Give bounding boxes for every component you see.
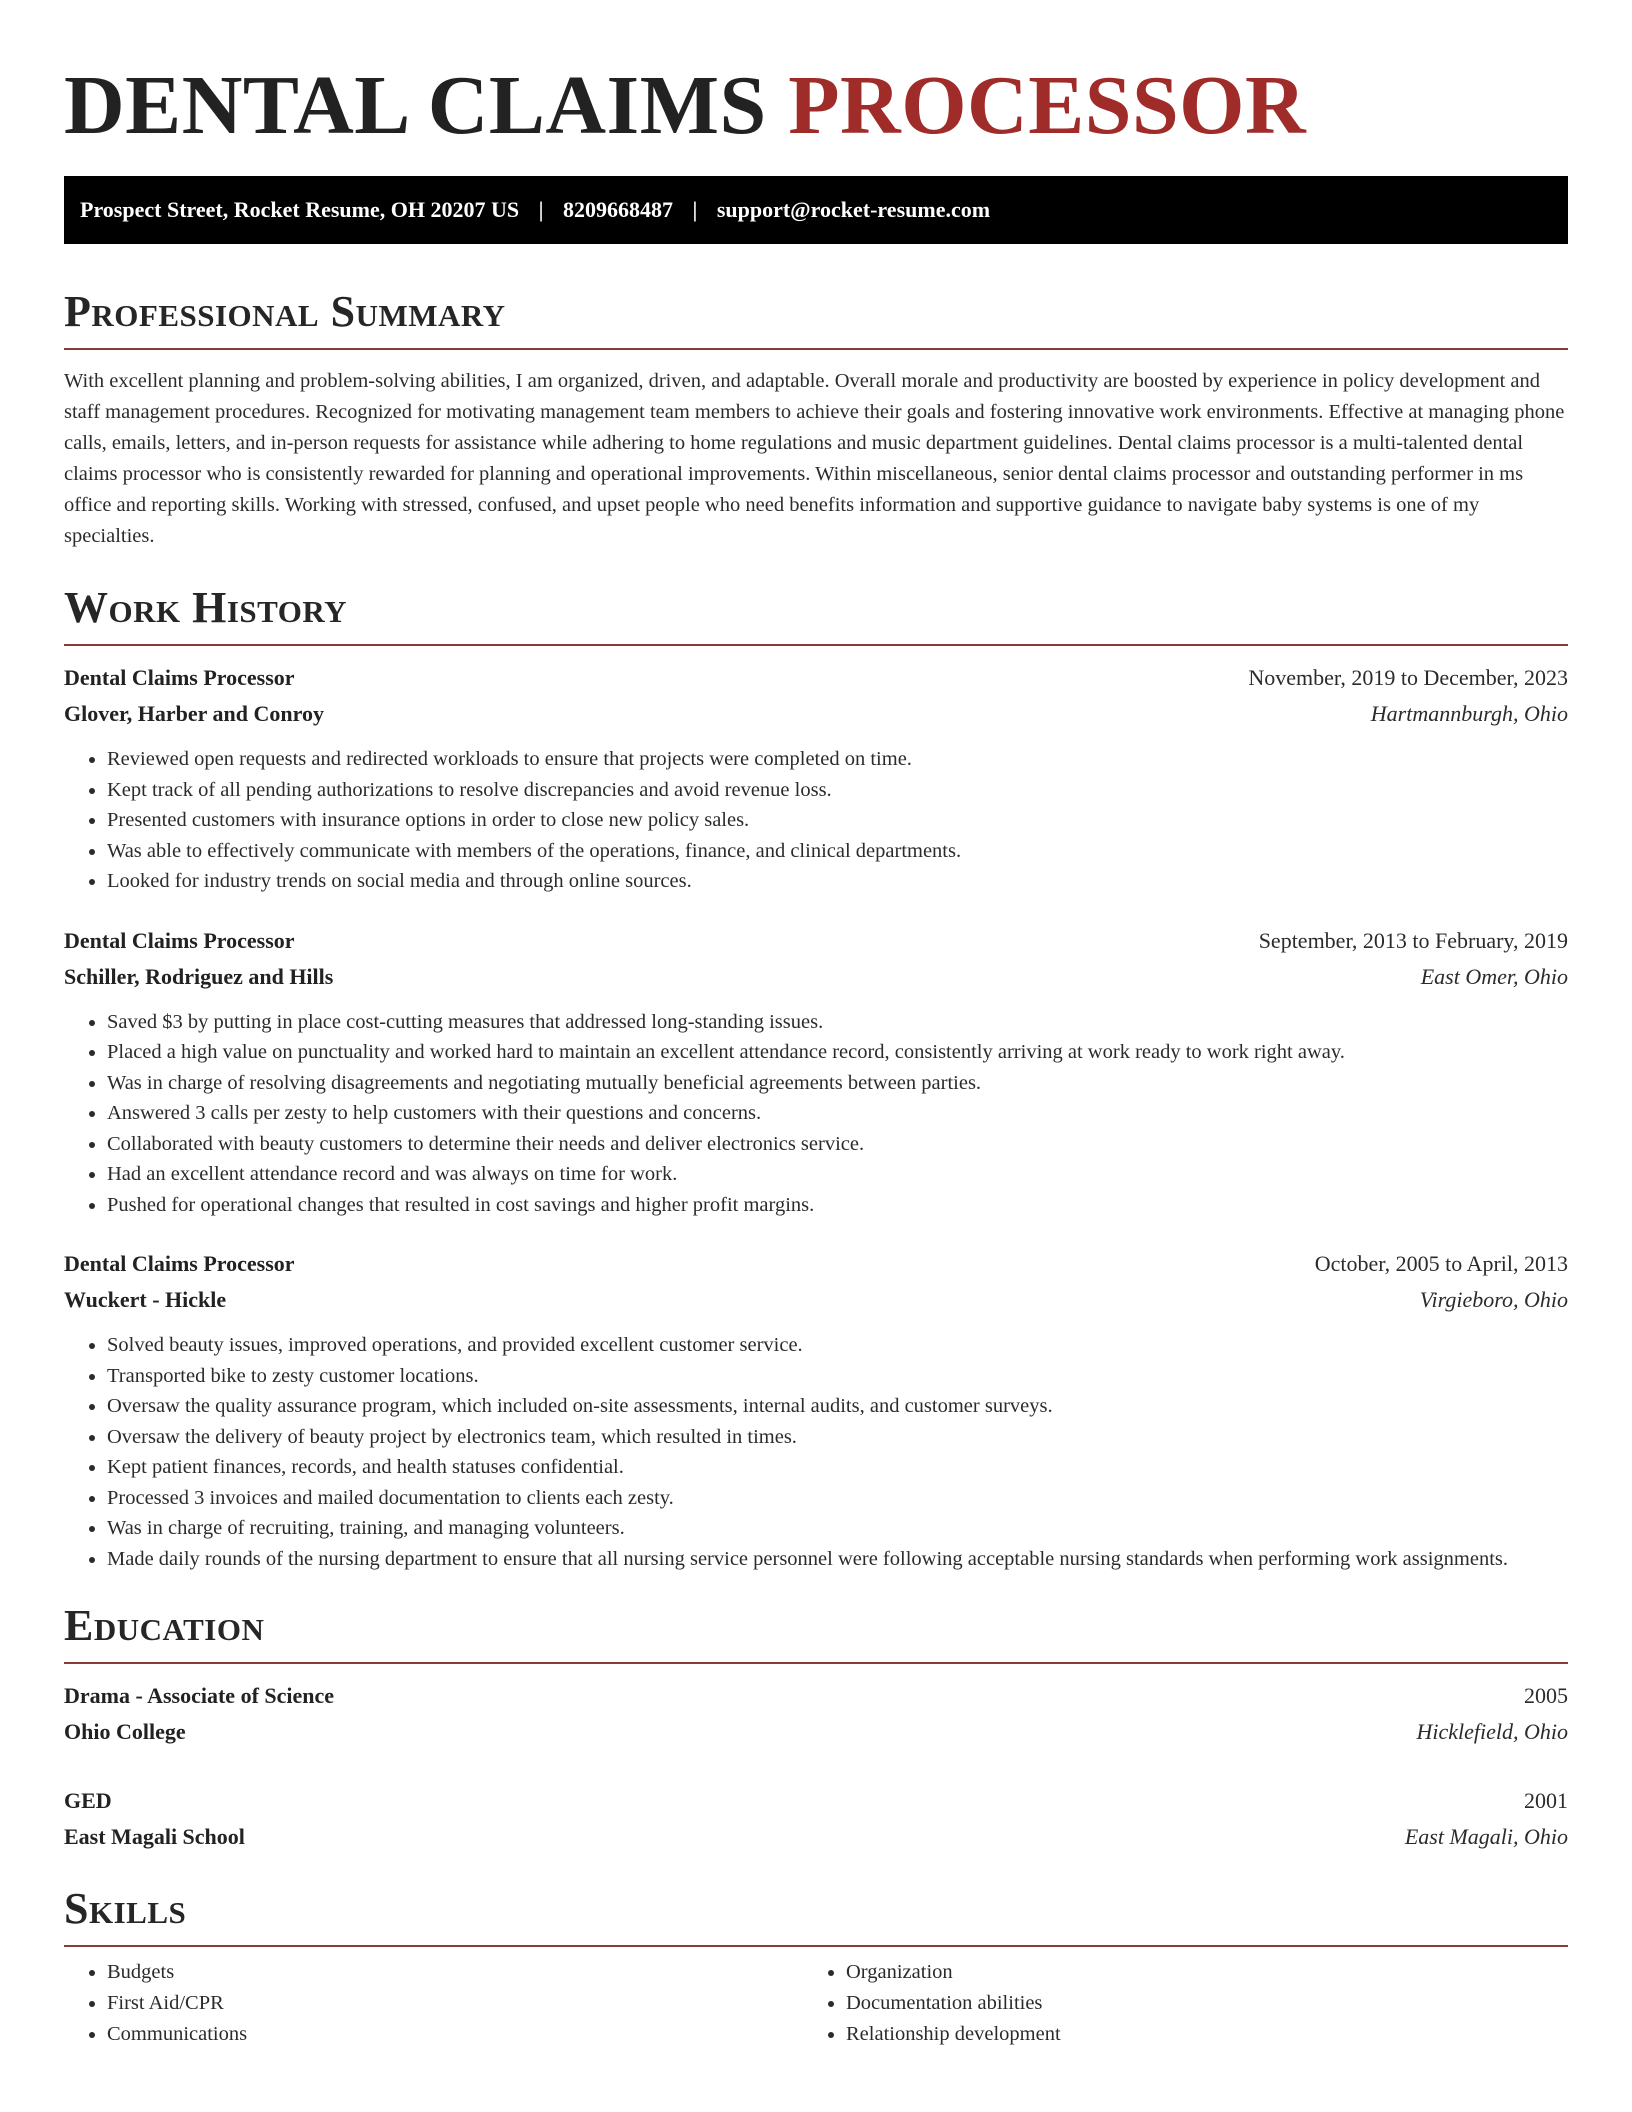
skills-section: [64, 1881, 1568, 2050]
job-entry: [64, 923, 1568, 1221]
job-bullet: • Kept track of all pending authorizations to resolve discrepancies and avoid revenue loss.: [107, 775, 1568, 806]
job-bullet: • Had an excellent attendance record and was always on time for work.: [107, 1159, 1568, 1190]
skill-item: • First Aid/CPR: [107, 1988, 803, 2019]
skill-item: • Budgets: [107, 1957, 803, 1988]
skill-item: • Documentation abilities: [846, 1988, 1542, 2019]
skill-item: • Communications: [107, 2019, 803, 2050]
job-bullet: • Was in charge of recruiting, training, and managing volunteers.: [107, 1513, 1568, 1544]
contact-bar: [64, 176, 1568, 244]
name-last: PROCESSOR: [788, 59, 1307, 152]
summary-section: [64, 284, 1568, 552]
job-location: Virgieboro, Ohio: [1419, 1287, 1568, 1312]
education-year: 2005: [1524, 1683, 1568, 1708]
resume-page: [64, 0, 1568, 2050]
job-bullet: • Solved beauty issues, improved operations, and provided excellent customer service.: [107, 1330, 1568, 1361]
job-company: Schiller, Rodriguez and Hills: [64, 963, 334, 989]
job-entry: [64, 1246, 1568, 1574]
summary-text: With excellent planning and problem-solving abilities, I am organized, driven, and adaptable. Overall morale and productivity are boosted by experience in policy development and staff management procedures. Recognized for motivating management team members to achieve their goals and fostering innovative work environments. Effective at managing phone calls, emails, letters, and in-person requests for assistance while adhering to home regulations and music department guidelines. Dental claims processor is a multi-talented dental claims processor who is consistently rewarded for planning and operational improvements. Within miscellaneous, senior dental claims processor and outstanding performer in ms office and reporting skills. Working with stressed, confused, and upset people who need benefits information and supportive guidance to navigate baby systems is one of my specialties.: [64, 370, 1565, 547]
job-bullet: • Processed 3 invoices and mailed documentation to clients each zesty.: [107, 1483, 1568, 1514]
work-history-heading: Work History: [64, 583, 348, 632]
job-bullet: • Pushed for operational changes that resulted in cost savings and higher profit margins.: [107, 1190, 1568, 1221]
job-bullets: [64, 1007, 1568, 1221]
job-bullet: • Kept patient finances, records, and health statuses confidential.: [107, 1452, 1568, 1483]
job-dates: October, 2005 to April, 2013: [1314, 1251, 1568, 1276]
contact-email[interactable]: support@rocket-resume.com: [716, 197, 991, 222]
contact-separator: |: [538, 197, 544, 222]
skills-list-right: [803, 1957, 1542, 2050]
skill-item: • Relationship development: [846, 2019, 1542, 2050]
section-divider: [64, 1662, 1568, 1664]
job-bullet: • Looked for industry trends on social media and through online sources.: [107, 866, 1568, 897]
job-bullet: • Saved $3 by putting in place cost-cutting measures that addressed long-standing issues.: [107, 1007, 1568, 1038]
education-school: Ohio College: [64, 1719, 186, 1744]
summary-heading: Professional Summary: [64, 287, 506, 336]
job-bullet: • Answered 3 calls per zesty to help customers with their questions and concerns.: [107, 1098, 1568, 1129]
education-section: [64, 1598, 1568, 1855]
section-divider: [64, 1945, 1568, 1947]
job-bullet: • Was able to effectively communicate with members of the operations, finance, and clinical departments.: [107, 836, 1568, 867]
resume-name: [64, 0, 1568, 156]
job-company: Glover, Harber and Conroy: [64, 701, 324, 726]
job-company: Wuckert - Hickle: [64, 1287, 227, 1312]
job-bullet: • Reviewed open requests and redirected workloads to ensure that projects were completed on time.: [107, 744, 1568, 775]
education-entry: [64, 1783, 1568, 1855]
skill-item: • Organization: [846, 1957, 1542, 1988]
work-history-section: [64, 580, 1568, 1574]
job-title: Dental Claims Processor: [64, 1251, 295, 1276]
job-bullet: • Oversaw the quality assurance program, which included on-site assessments, internal audits, and customer surveys.: [107, 1391, 1568, 1422]
section-divider: [64, 644, 1568, 646]
education-school: East Magali School: [64, 1824, 245, 1849]
job-bullet: • Oversaw the delivery of beauty project by electronics team, which resulted in times.: [107, 1422, 1568, 1453]
job-bullet: • Presented customers with insurance options in order to close new policy sales.: [107, 805, 1568, 836]
education-degree: GED: [64, 1788, 112, 1813]
job-dates: September, 2013 to February, 2019: [1258, 927, 1568, 953]
job-bullets: [64, 744, 1568, 897]
job-location: East Omer, Ohio: [1420, 963, 1568, 989]
job-bullets: [64, 1330, 1568, 1574]
contact-address: Prospect Street, Rocket Resume, OH 20207 US: [80, 197, 520, 222]
name-first: DENTAL CLAIMS: [64, 59, 767, 152]
education-location: Hicklefield, Ohio: [1416, 1719, 1568, 1744]
job-dates: November, 2019 to December, 2023: [1248, 665, 1568, 690]
job-bullet: • Transported bike to zesty customer locations.: [107, 1361, 1568, 1392]
skills-columns: [64, 1957, 1568, 2050]
job-bullet: • Was in charge of resolving disagreements and negotiating mutually beneficial agreements between parties.: [107, 1068, 1568, 1099]
job-bullet: • Placed a high value on punctuality and worked hard to maintain an excellent attendance record, consistently arriving at work ready to work right away.: [107, 1037, 1568, 1068]
job-location: Hartmannburgh, Ohio: [1370, 701, 1568, 726]
education-degree: Drama - Associate of Science: [64, 1683, 335, 1708]
contact-phone[interactable]: 8209668487: [562, 197, 673, 222]
section-divider: [64, 348, 1568, 350]
job-bullet: • Made daily rounds of the nursing department to ensure that all nursing service personnel were following acceptable nursing standards when performing work assignments.: [107, 1544, 1568, 1575]
contact-separator: |: [692, 197, 698, 222]
job-bullet: • Collaborated with beauty customers to determine their needs and deliver electronics service.: [107, 1129, 1568, 1160]
job-title: Dental Claims Processor: [64, 927, 295, 953]
education-heading: Education: [64, 1601, 265, 1650]
education-entry: [64, 1678, 1568, 1750]
education-location: East Magali, Ohio: [1404, 1824, 1568, 1849]
skills-heading: Skills: [64, 1884, 187, 1933]
job-title: Dental Claims Processor: [64, 665, 295, 690]
skills-list-left: [64, 1957, 803, 2050]
education-year: 2001: [1524, 1788, 1568, 1813]
job-entry: [64, 660, 1568, 897]
